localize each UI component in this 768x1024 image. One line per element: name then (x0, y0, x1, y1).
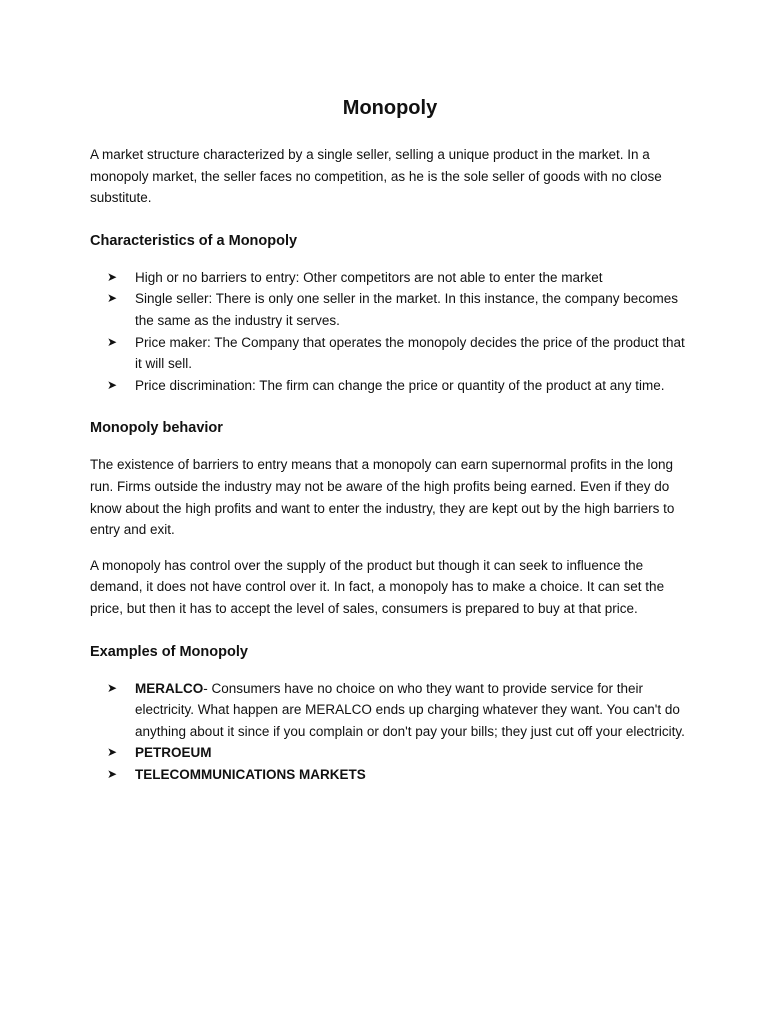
arrow-bullet-icon: ➤ (107, 291, 118, 306)
examples-heading: Examples of Monopoly (90, 643, 248, 660)
example-name: TELECOMMUNICATIONS MARKETS (135, 766, 366, 782)
document-content (90, 94, 690, 799)
behavior-paragraph: A monopoly has control over the supply of the product but though it can seek to influence the demand, it does not have control over it. In fact, a monopoly has to make a choice. It can set the price, but then it has to accept the level of sales, consumers is prepared to buy at that price. (90, 557, 665, 616)
list-item (107, 375, 690, 397)
list-item (107, 742, 690, 764)
arrow-bullet-icon: ➤ (107, 334, 118, 349)
arrow-bullet-icon: ➤ (107, 745, 118, 760)
behavior-paragraph: The existence of barriers to entry means that a monopoly can earn supernormal profits in the long run. Firms outside the industry may not be aware of the high profits being earned. Even if they do know about the high profits and want to enter the industry, they are kept out by the high barriers to entry and exit. (90, 457, 675, 538)
list-item-text: Price maker: The Company that operates the monopoly decides the price of the product that it will sell. (135, 334, 685, 372)
example-name: PETROEUM (135, 745, 212, 761)
characteristics-list (90, 267, 690, 397)
list-item (107, 288, 690, 331)
arrow-bullet-icon: ➤ (107, 377, 118, 392)
document-title: Monopoly (342, 97, 438, 119)
example-name: MERALCO (135, 680, 204, 696)
list-item (107, 332, 690, 375)
list-item-text: Price discrimination: The firm can change the price or quantity of the product at any time. (135, 377, 665, 393)
list-item (107, 267, 690, 289)
list-item (107, 764, 690, 786)
behavior-heading: Monopoly behavior (90, 420, 223, 437)
characteristics-heading: Characteristics of a Monopoly (90, 232, 298, 249)
intro-paragraph: A market structure characterized by a single seller, selling a unique product in the market. In a monopoly market, the seller faces no competition, as he is the sole seller of goods with no close substitute. (90, 147, 662, 206)
arrow-bullet-icon: ➤ (107, 766, 118, 781)
example-text: - Consumers have no choice on who they want to provide service for their electricity. What happen are MERALCO ends up charging whatever they want. You can't do anything about it since if you complain or don't pay your bills; they just cut off your electricity. (135, 680, 685, 739)
list-item-text: Single seller: There is only one seller in the market. In this instance, the company becomes the same as the industry it serves. (135, 291, 679, 328)
arrow-bullet-icon: ➤ (107, 680, 118, 695)
arrow-bullet-icon: ➤ (107, 269, 118, 284)
examples-list (90, 678, 690, 786)
list-item-text: High or no barriers to entry: Other competitors are not able to enter the market (135, 269, 603, 285)
list-item (107, 678, 690, 743)
